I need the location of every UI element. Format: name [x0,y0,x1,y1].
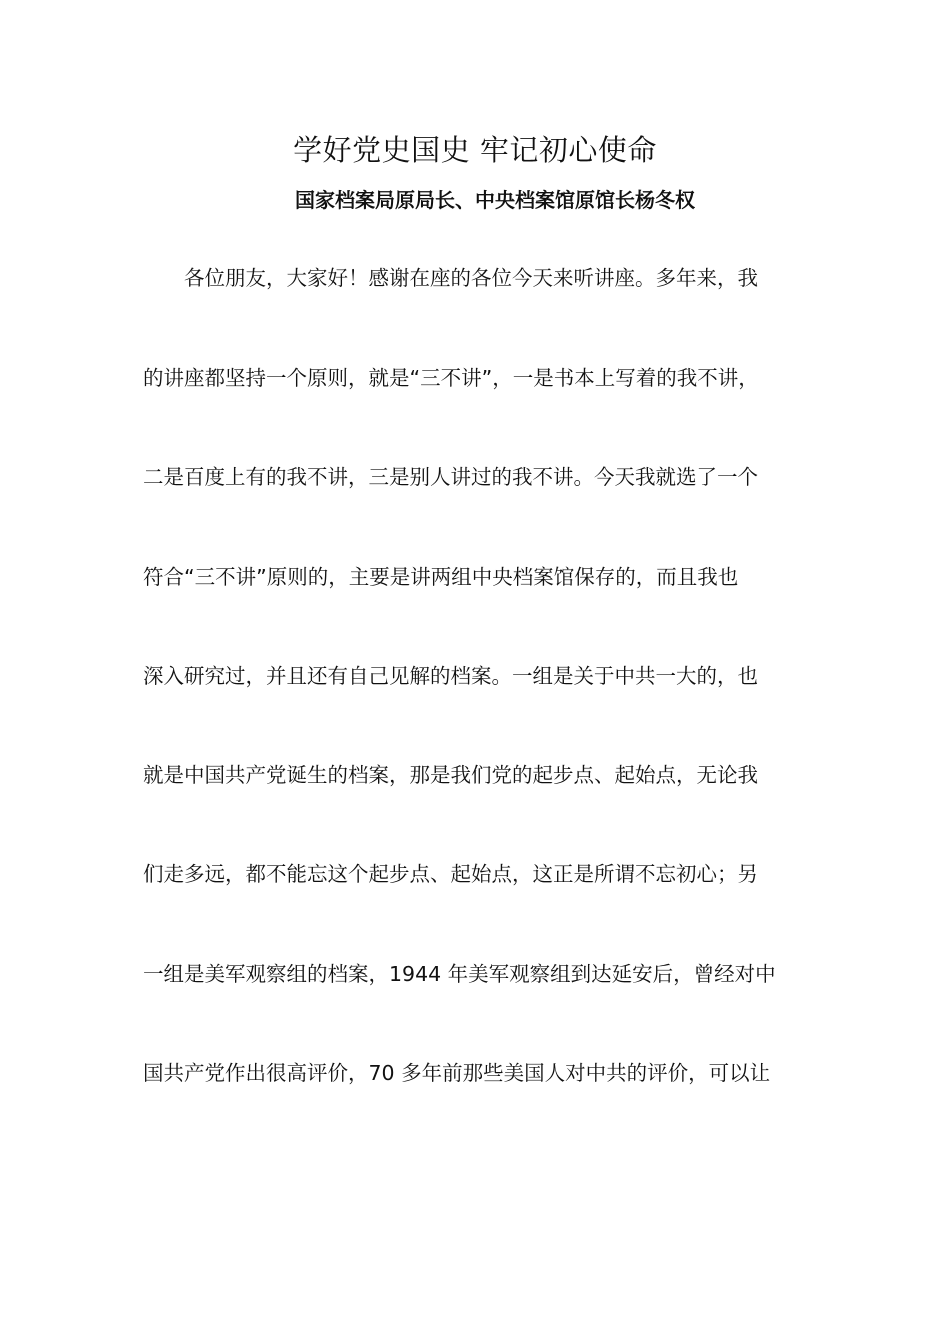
paragraph-line-3: 二是百度上有的我不讲，三是别人讲过的我不讲。今天我就选了一个 [143,465,758,489]
paragraph-line-6: 就是中国共产党诞生的档案，那是我们党的起步点、起始点，无论我 [143,763,758,787]
paragraph-line-8: 一组是美军观察组的档案，1944 年美军观察组到达延安后，曾经对中 [143,962,776,986]
paragraph-line-7: 们走多远，都不能忘这个起步点、起始点，这正是所谓不忘初心；另 [143,862,758,886]
page-subtitle: 国家档案局原局长、中央档案馆原馆长杨冬权 [295,188,695,212]
paragraph-line-1: 各位朋友，大家好！感谢在座的各位今天来听讲座。多年来，我 [184,266,758,290]
page-title: 学好党史国史 牢记初心使命 [293,133,657,167]
paragraph-line-5: 深入研究过，并且还有自己见解的档案。一组是关于中共一大的，也 [143,664,758,688]
paragraph-line-4: 符合“三不讲”原则的，主要是讲两组中央档案馆保存的，而且我也 [143,565,739,589]
paragraph-line-9: 国共产党作出很高评价，70 多年前那些美国人对中共的评价，可以让 [143,1061,771,1085]
paragraph-line-2: 的讲座都坚持一个原则，就是“三不讲”，一是书本上写着的我不讲， [143,366,759,390]
